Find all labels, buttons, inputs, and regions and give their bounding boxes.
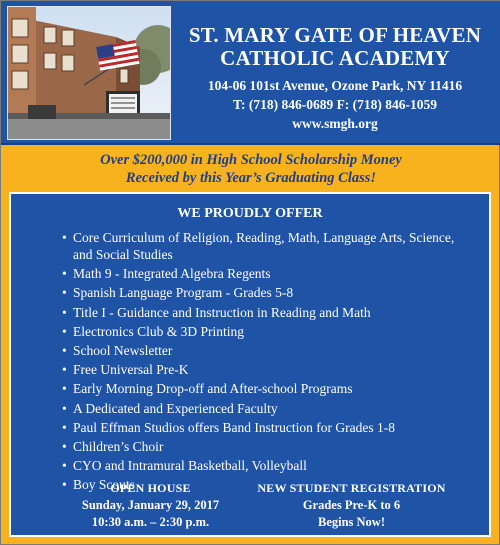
registration-heading: NEW STUDENT REGISTRATION — [257, 481, 446, 495]
list-item: • Boy Scouts — [62, 477, 135, 493]
bullet-icon: • — [62, 362, 67, 378]
list-item: • Children’s Choir — [62, 438, 164, 454]
list-item: • Core Curriculum of Religion, Reading, Math, Language Arts, Science, and Social Studies — [62, 230, 455, 262]
bullet-icon: • — [62, 458, 67, 474]
website-link[interactable]: www.smgh.org — [292, 116, 378, 131]
bullet-icon: • — [62, 381, 67, 397]
list-item: • Free Universal Pre-K — [62, 362, 189, 378]
header — [1, 1, 500, 145]
offer-title: WE PROUDLY OFFER — [177, 206, 323, 221]
registration-status: Begins Now! — [317, 515, 386, 529]
list-item: • School Newsletter — [62, 342, 173, 358]
school-name-line1: ST. MARY GATE OF HEAVEN — [188, 23, 482, 47]
list-item: • Math 9 - Integrated Algebra Regents — [62, 266, 271, 282]
open-house-heading: OPEN HOUSE — [110, 481, 191, 495]
bullet-icon: • — [62, 304, 67, 320]
bullet-icon: • — [62, 419, 67, 435]
bullet-icon: • — [62, 342, 67, 358]
list-item: • Spanish Language Program - Grades 5-8 — [62, 285, 294, 301]
school-name-line2: CATHOLIC ACADEMY — [220, 46, 450, 70]
school-photo — [7, 6, 171, 140]
open-house-date: Sunday, January 29, 2017 — [81, 498, 220, 512]
bullet-icon: • — [62, 438, 67, 454]
bullet-icon: • — [62, 230, 67, 245]
bullet-icon: • — [62, 323, 67, 339]
bullet-icon: • — [62, 400, 67, 416]
list-item: • Title I - Guidance and Instruction in Reading and Math — [62, 304, 371, 320]
open-house-block — [63, 480, 238, 531]
list-item: • Early Morning Drop-off and After-school Programs — [62, 381, 353, 397]
bullet-icon: • — [62, 285, 67, 301]
registration-block — [239, 480, 464, 531]
list-item: • Paul Effman Studios offers Band Instruction for Grades 1-8 — [62, 419, 395, 435]
registration-grades: Grades Pre-K to 6 — [302, 498, 401, 512]
scholarship-banner — [1, 145, 500, 191]
offer-list — [62, 229, 472, 495]
banner-line1: Over $200,000 in High School Scholarship Money — [100, 152, 402, 168]
school-photo-image — [8, 7, 170, 139]
list-item: • A Dedicated and Experienced Faculty — [62, 400, 278, 416]
banner-line2: Received by this Year’s Graduating Class! — [125, 170, 377, 186]
phone-fax: T: (718) 846-0689 F: (718) 846-1059 — [232, 97, 438, 112]
address: 104-06 101st Avenue, Ozone Park, NY 11416 — [207, 78, 463, 93]
offer-panel — [9, 192, 491, 537]
list-item: • CYO and Intramural Basketball, Volleyball — [62, 458, 307, 474]
list-item: • Electronics Club & 3D Printing — [62, 323, 244, 339]
bullet-icon: • — [62, 477, 67, 493]
bullet-icon: • — [62, 266, 67, 282]
header-text — [176, 24, 494, 133]
open-house-time: 10:30 a.m. – 2:30 p.m. — [91, 515, 210, 529]
